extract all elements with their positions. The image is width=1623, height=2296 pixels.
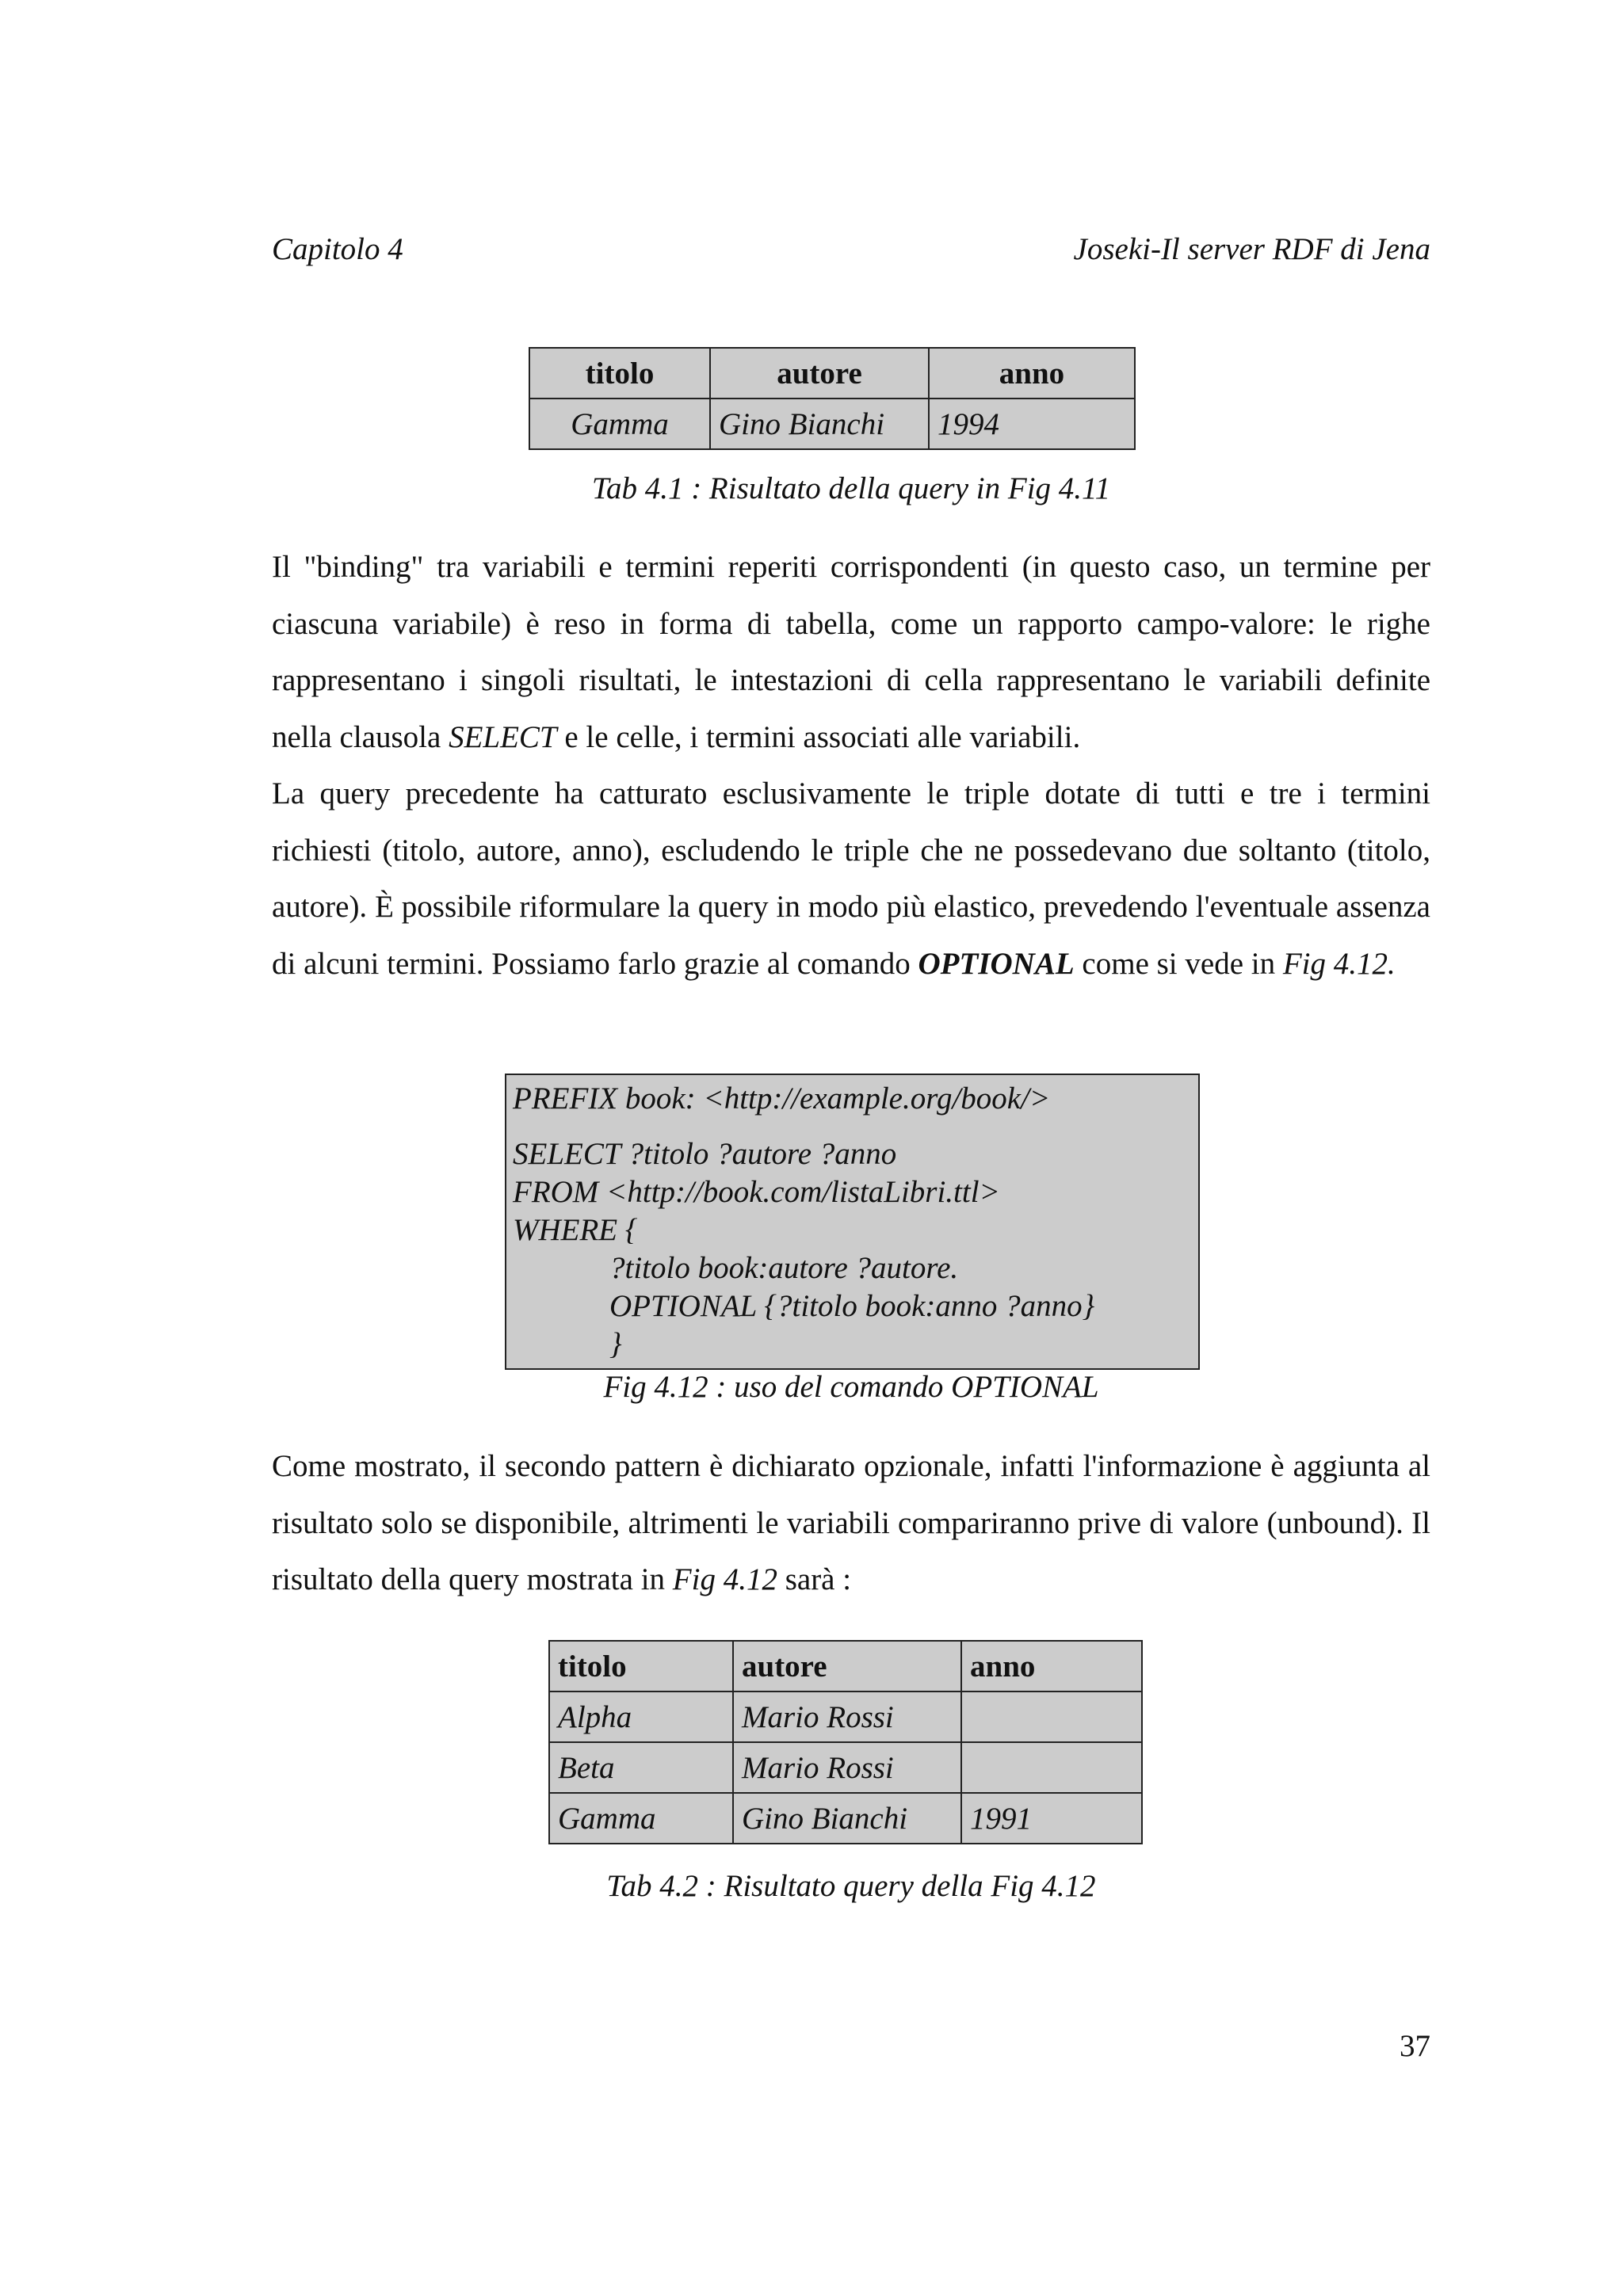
optional-keyword: OPTIONAL xyxy=(918,946,1075,981)
running-header xyxy=(272,231,1430,279)
paragraph xyxy=(272,539,1430,992)
table-row xyxy=(549,1793,1142,1844)
paragraph-text: sarà : xyxy=(777,1562,852,1596)
paragraph-text: e le celle, i termini associati alle variabili. xyxy=(556,719,1081,754)
table-header-row xyxy=(549,1641,1142,1691)
table-cell xyxy=(961,1691,1142,1742)
table-cell: Gino Bianchi xyxy=(710,399,929,449)
column-header: titolo xyxy=(549,1641,733,1691)
table-cell: Alpha xyxy=(549,1691,733,1742)
table-cell: 1994 xyxy=(929,399,1135,449)
code-line: } xyxy=(609,1327,622,1361)
table-cell: Gino Bianchi xyxy=(733,1793,961,1844)
table-cell: Mario Rossi xyxy=(733,1742,961,1793)
figure-caption: Fig 4.12 : uso del comando OPTIONAL xyxy=(603,1370,1099,1404)
paragraph-text: Come mostrato, il secondo pattern è dichiarato opzionale, infatti l'informazione è aggiunta al risultato solo se disponibile, altrimenti le variabili compariranno prive di valore (unbound). Il risultato della query mostrata in xyxy=(272,1449,1430,1596)
paragraph-text: Il "binding" tra variabili e termini reperiti corrispondenti (in questo caso, un termine per ciascuna variabile) è reso in forma di tabella, come un rapporto campo-valore: le righe rappresentano i singoli risultati, le intestazioni di cella rappresentano le variabili definite nella clausola xyxy=(272,550,1430,754)
paragraph-binding xyxy=(272,539,1430,765)
table-header-row xyxy=(529,348,1135,399)
table-cell: Gamma xyxy=(549,1793,733,1844)
table-cell: Gamma xyxy=(529,399,710,449)
table-cell: Beta xyxy=(549,1742,733,1793)
select-keyword: SELECT xyxy=(449,719,557,754)
code-line: OPTIONAL {?titolo book:anno ?anno} xyxy=(609,1289,1095,1323)
paragraph-text: come si vede in xyxy=(1074,946,1283,981)
code-line: PREFIX book: <http://example.org/book/> xyxy=(513,1081,1051,1116)
code-line: FROM <http://book.com/listaLibri.ttl> xyxy=(513,1175,1000,1209)
chapter-label: Capitolo 4 xyxy=(272,232,403,266)
figure-reference: Fig 4.12 xyxy=(672,1562,777,1596)
code-line: ?titolo book:autore ?autore. xyxy=(609,1251,959,1285)
page-number: 37 xyxy=(1400,2029,1430,2063)
column-header: anno xyxy=(961,1641,1142,1691)
paragraph-text: La query precedente ha catturato esclusivamente le triple dotate di tutti e tre i termini richiesti (titolo, autore, anno), escludendo le triple che ne possedevano due soltanto (titolo, autore). È possibile riformulare la query in modo più elastico, prevedendo l'eventuale assenza di alcuni termini. Possiamo farlo grazie al comando xyxy=(272,776,1430,981)
table-row xyxy=(529,399,1135,449)
result-table-2 xyxy=(548,1640,1143,1844)
column-header: anno xyxy=(929,348,1135,399)
column-header: titolo xyxy=(529,348,710,399)
table-cell xyxy=(961,1742,1142,1793)
result-table-1 xyxy=(529,347,1136,450)
table-caption-1: Tab 4.1 : Risultato della query in Fig 4.11 xyxy=(591,471,1111,505)
table-caption-2: Tab 4.2 : Risultato query della Fig 4.12 xyxy=(606,1869,1096,1903)
column-header: autore xyxy=(733,1641,961,1691)
code-line: SELECT ?titolo ?autore ?anno xyxy=(513,1137,897,1171)
table-row xyxy=(549,1691,1142,1742)
paragraph-unbound xyxy=(272,1438,1430,1608)
paragraph xyxy=(272,1438,1430,1608)
paragraph-optional xyxy=(272,765,1430,992)
figure-reference: Fig 4.12 xyxy=(1282,946,1388,981)
table-cell: 1991 xyxy=(961,1793,1142,1844)
code-line: WHERE { xyxy=(513,1213,638,1247)
paragraph-text: . xyxy=(1388,946,1396,981)
table-cell: Mario Rossi xyxy=(733,1691,961,1742)
code-box xyxy=(505,1074,1200,1370)
table-row xyxy=(549,1742,1142,1793)
chapter-title: Joseki-Il server RDF di Jena xyxy=(1073,232,1430,266)
column-header: autore xyxy=(710,348,929,399)
